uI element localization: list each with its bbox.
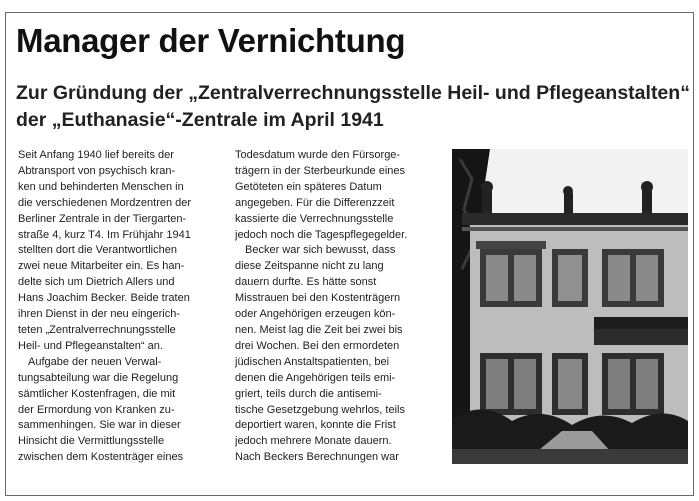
column1-line: tungsabteilung war die Regelung (18, 371, 179, 384)
column2-line: nen. Meist lag die Zeit bei zwei bis (235, 323, 403, 336)
column1-line: ihren Dienst in der neu eingerich- (18, 308, 181, 321)
column2-line: Getöteten ein späteres Datum (235, 180, 382, 193)
column1-line: stellten dort die Verantwortlichen (18, 244, 177, 257)
column1-line: straße 4, kurz T4. Im Frühjahr 1941 (18, 228, 191, 241)
column2-line: diese Zeitspanne nicht zu lang (235, 260, 384, 273)
column2-line: jüdischen Anstaltspatienten, bei (235, 355, 390, 368)
column1-line: Heil- und Pflegeanstalten“ an. (18, 339, 163, 352)
column2-line: Nach Beckers Berechnungen war (235, 451, 399, 464)
subtitle-line: der „Euthanasie“-Zentrale im April 1941 (16, 109, 384, 131)
column2-line: deportiert waren, konnte die Frist (235, 419, 396, 432)
column1-line: ken und behinderten Menschen in (18, 180, 184, 193)
article-subtitle (16, 80, 688, 134)
column1-line: der Ermordung von Kranken zu- (18, 403, 175, 416)
column2-line: drei Wochen. Bei den ermordeten (235, 339, 400, 352)
column2-line: jedoch mehrere Monate dauern. (235, 435, 392, 448)
column1-line: sammenhingen. Sie war in dieser (18, 419, 181, 432)
column1-line: Hans Joachim Becker. Beide traten (18, 292, 190, 305)
column2-line: Becker war sich bewusst, dass (245, 244, 396, 257)
column1-line: sämtlicher Kostenfragen, die mit (18, 387, 176, 400)
column2-line: Todesdatum wurde den Fürsorge- (235, 149, 401, 161)
column1-line: Aufgabe der neuen Verwal- (28, 355, 162, 368)
building-photo-icon (452, 149, 688, 464)
building-photo (452, 149, 688, 464)
column1-line: zwischen dem Kostenträger eines (18, 451, 184, 464)
column2-line: griert, teils durch die antisemi- (235, 387, 382, 400)
column2-line: Misstrauen bei den Kostenträgern (235, 292, 401, 305)
column2-line: dauern durfte. Es hätte sonst (235, 276, 377, 289)
column2-line: trägern in der Sterbeurkunde eines (235, 164, 405, 177)
article-column-1 (18, 148, 218, 466)
column2-line: angegeben. Für die Differenzzeit (235, 196, 395, 209)
column2-line: kassierte die Verrechnungsstelle (235, 212, 394, 225)
column1-line: delte sich um Dietrich Allers und (18, 276, 175, 289)
article-column-2 (235, 148, 445, 466)
column1-line: teten „Zentralverrechnungsstelle (18, 323, 176, 336)
column1-line: Seit Anfang 1940 lief bereits der (18, 149, 174, 161)
column1-line: zwei neue Mitarbeiter ein. Es han- (18, 260, 185, 273)
column1-line: Abtransport von psychisch kran- (18, 164, 176, 177)
column1-line: die verschiedenen Mordzentren der (18, 196, 192, 209)
column1-line: Berliner Zentrale in der Tiergarten- (18, 212, 187, 225)
column2-line: tische Gesetzgebung wehrlos, teils (235, 403, 405, 416)
column2-line: denen die Angehörigen teils emi- (235, 371, 396, 384)
column1-line: Hinsicht die Vermittlungsstelle (18, 435, 165, 448)
column2-line: jedoch noch die Tagespflegegelder. (235, 228, 408, 241)
column2-line: oder Angehörigen erzeugen kön- (235, 308, 396, 321)
subtitle-line: Zur Gründung der „Zentralverrechnungsstelle Heil- und Pflegeanstalten“ (16, 82, 690, 104)
article-title: Manager der Vernichtung (16, 22, 406, 59)
